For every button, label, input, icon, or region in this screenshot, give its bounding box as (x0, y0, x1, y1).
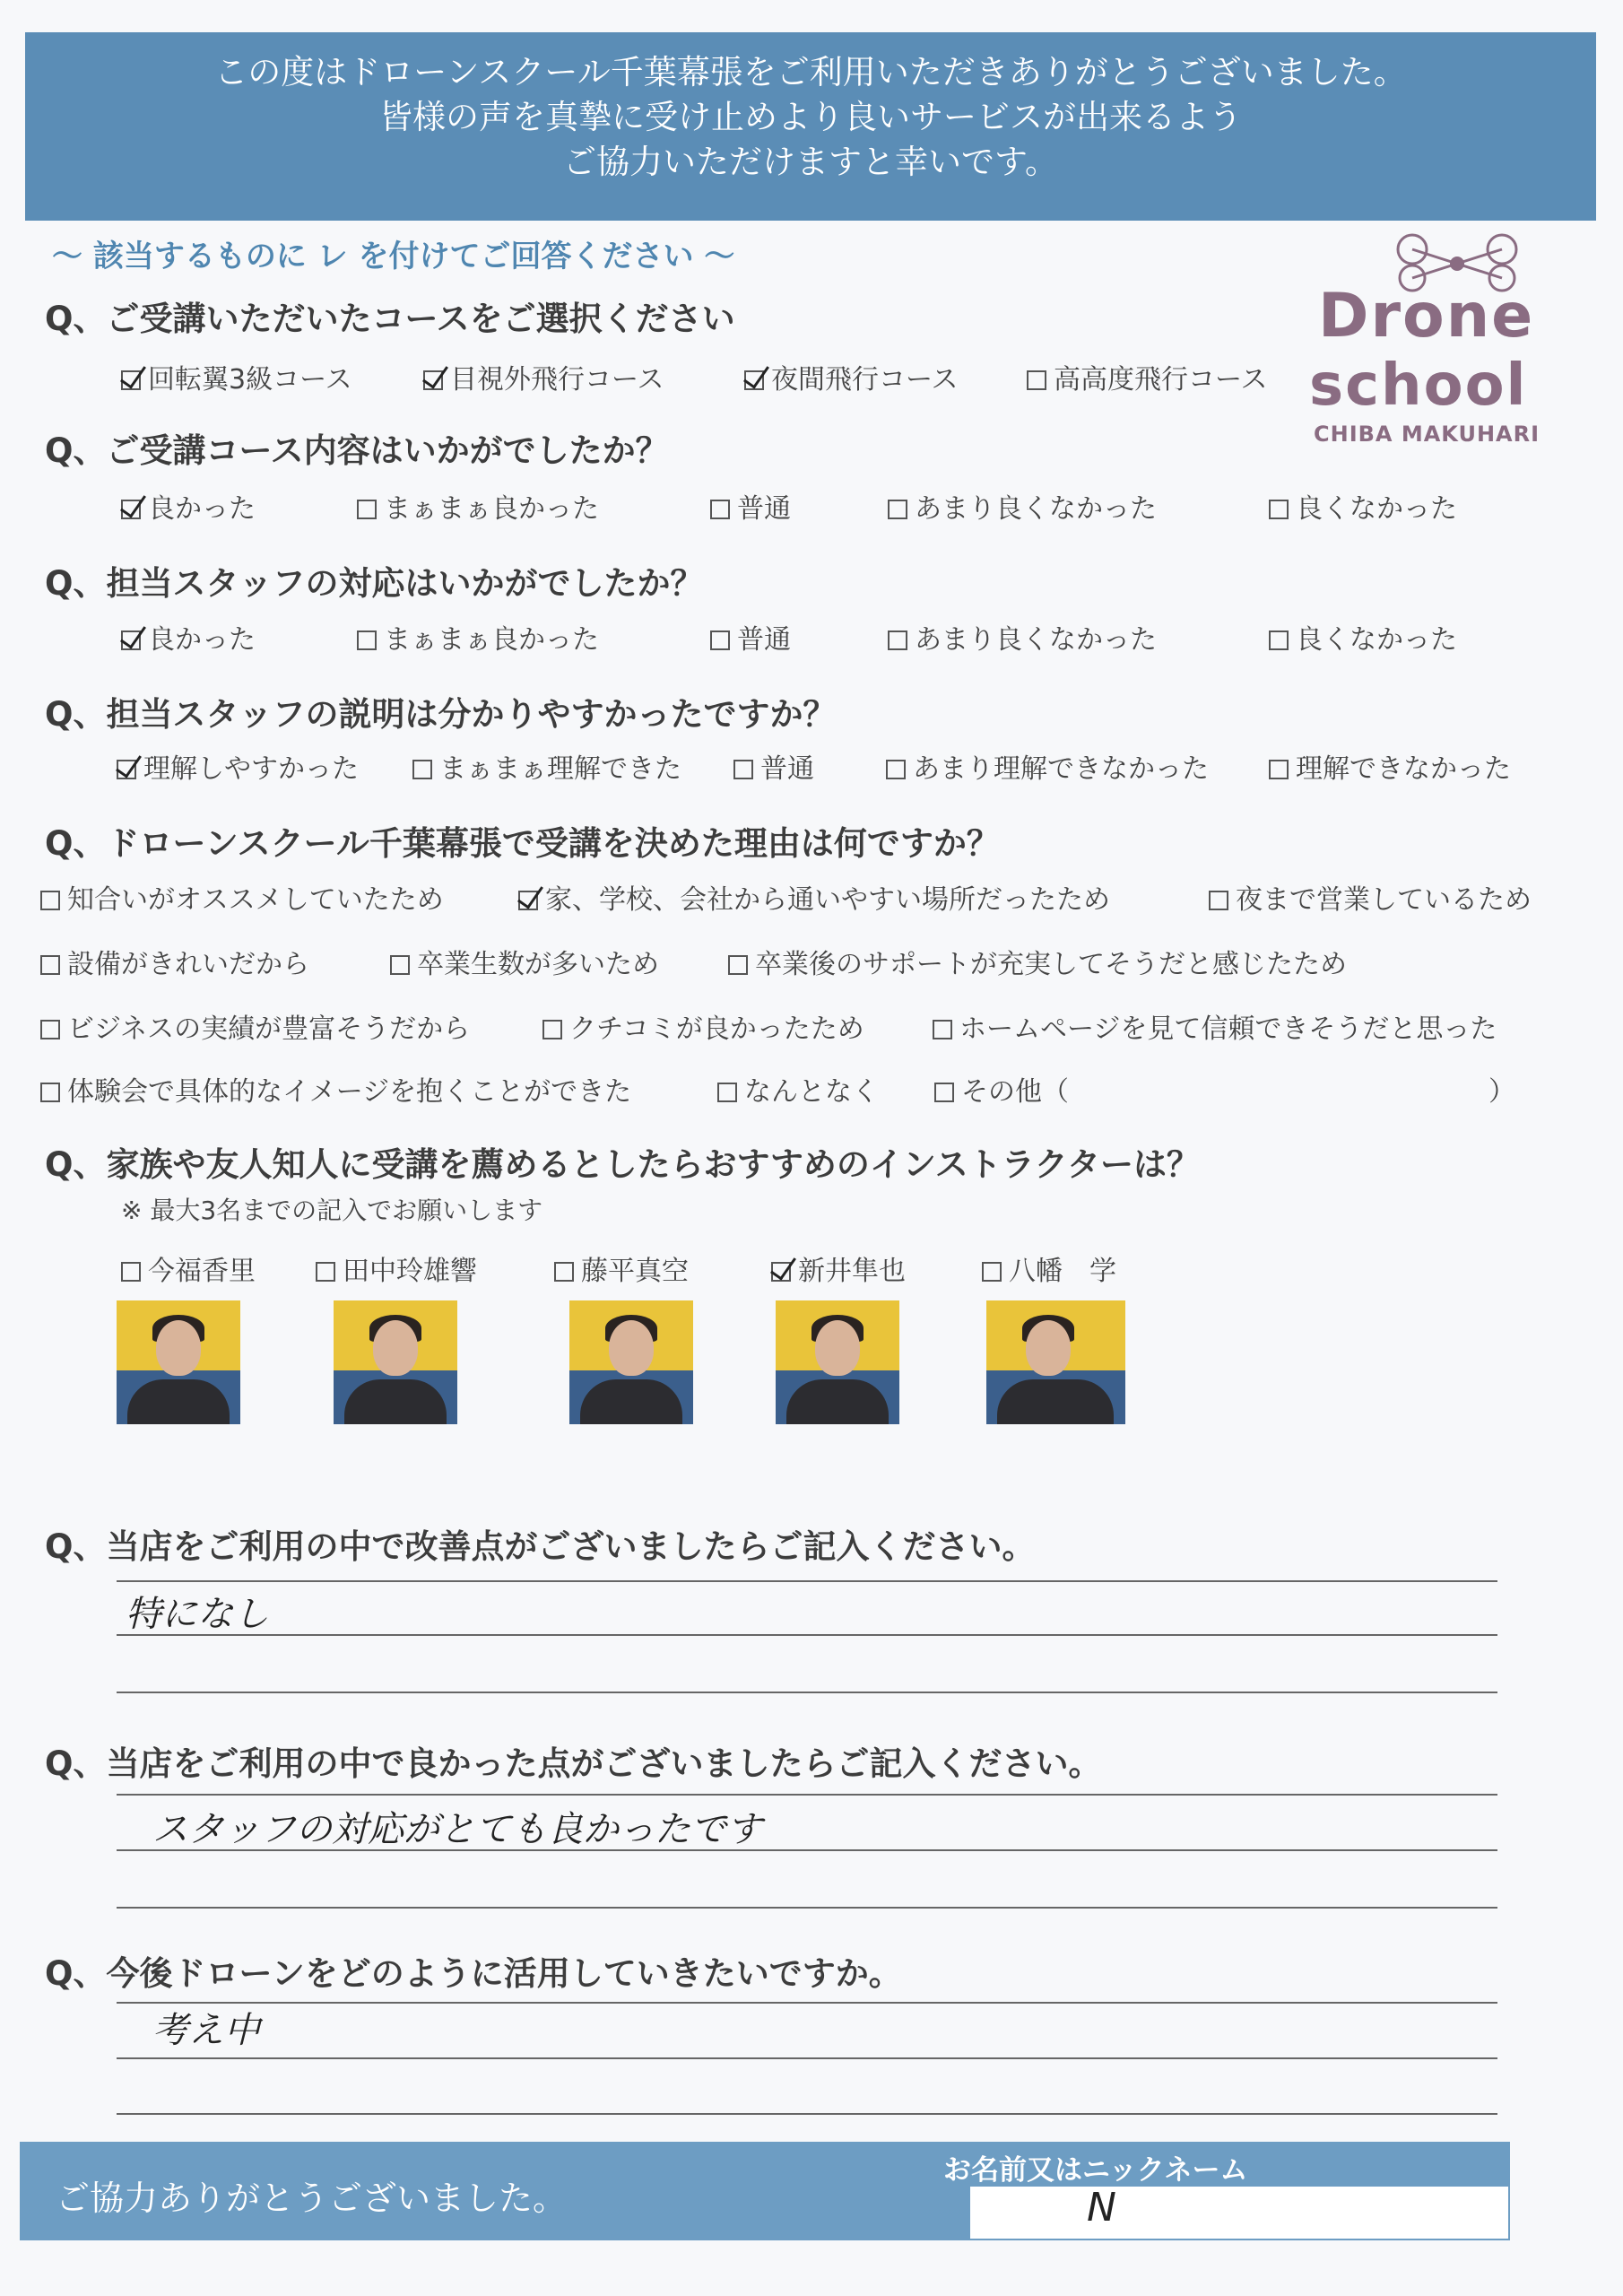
checkbox[interactable] (121, 1262, 141, 1282)
checkbox[interactable] (733, 760, 753, 779)
checkbox[interactable] (888, 500, 907, 519)
q5-option-12[interactable]: その他（ (934, 1069, 1069, 1109)
checkbox[interactable] (886, 760, 906, 779)
checkbox[interactable] (40, 1020, 60, 1039)
q1-option-2[interactable]: 目視外飛行コース (423, 357, 664, 396)
q5-option-10[interactable]: 体験会で具体的なイメージを抱くことができた (40, 1069, 631, 1109)
question-2: Q、ご受講コース内容はいかがでしたか？ (45, 431, 669, 470)
answer-line (117, 1692, 1497, 1693)
checkbox[interactable] (518, 891, 538, 910)
answer-line (117, 1580, 1497, 1582)
checkbox[interactable] (771, 1262, 791, 1282)
checkbox[interactable] (357, 500, 377, 519)
question-7: Q、当店をご利用の中で改善点がございましたらご記入ください。 (45, 1527, 1036, 1566)
header-banner (25, 32, 1596, 221)
q9-answer[interactable]: 考え中 (152, 2010, 260, 2051)
q4-option-4[interactable]: あまり理解できなかった (886, 746, 1209, 786)
q6-option-1[interactable]: 今福香里 (121, 1248, 256, 1288)
checkbox[interactable] (423, 370, 443, 390)
answer-line (117, 1634, 1497, 1636)
checkbox[interactable] (412, 760, 432, 779)
q5-option-4[interactable]: 設備がきれいだから (40, 942, 309, 981)
answer-line (117, 2057, 1497, 2059)
answer-line (117, 2113, 1497, 2115)
checkbox[interactable] (717, 1083, 737, 1102)
q4-option-3[interactable]: 普通 (733, 746, 814, 786)
logo-subtitle: CHIBA MAKUHARI (1314, 422, 1541, 447)
header-line-2: 皆様の声を真摯に受け止めより良いサービスが出来るよう (379, 98, 1242, 136)
instructor-photo-3 (569, 1300, 693, 1424)
checkbox[interactable] (1269, 631, 1289, 650)
q5-option-9[interactable]: ホームページを見て信頼できそうだと思った (933, 1006, 1497, 1046)
q5-option-8[interactable]: クチコミが良かったため (542, 1006, 864, 1046)
instructor-photo-5 (986, 1300, 1125, 1424)
checkbox[interactable] (934, 1083, 954, 1102)
question-5: Q、ドローンスクール千葉幕張で受講を決めた理由は何ですか？ (45, 824, 1000, 863)
question-6: Q、家族や友人知人に受講を薦めるとしたらおすすめのインストラクターは？ (45, 1145, 1200, 1184)
instructor-photo-2 (334, 1300, 457, 1424)
q6-option-5[interactable]: 八幡 学 (982, 1248, 1116, 1288)
q6-option-4[interactable]: 新井隼也 (771, 1248, 906, 1288)
q1-option-3[interactable]: 夜間飛行コース (744, 357, 959, 396)
checkbox[interactable] (40, 955, 60, 975)
checkbox[interactable] (542, 1020, 562, 1039)
checkbox[interactable] (121, 500, 141, 519)
q4-option-2[interactable]: まぁまぁ理解できた (412, 746, 681, 786)
checkbox[interactable] (1027, 370, 1046, 390)
instructor-photo-1 (117, 1300, 240, 1424)
q5-option-3[interactable]: 夜まで営業しているため (1209, 877, 1532, 917)
q2-option-1[interactable]: 良かった (121, 486, 256, 526)
checkbox[interactable] (390, 955, 410, 975)
name-label: お名前又はニックネーム (943, 2154, 1248, 2187)
q5-option-1[interactable]: 知合いがオススメしていたため (40, 877, 444, 917)
question-1: Q、ご受講いただいたコースをご選択ください (45, 300, 735, 338)
q6-option-2[interactable]: 田中玲雄響 (316, 1248, 477, 1288)
q5-option-7[interactable]: ビジネスの実績が豊富そうだから (40, 1006, 470, 1046)
checkbox[interactable] (357, 631, 377, 650)
checkbox[interactable] (121, 370, 141, 390)
q3-option-5[interactable]: 良くなかった (1269, 617, 1457, 657)
checkbox[interactable] (121, 631, 141, 650)
q1-option-1[interactable]: 回転翼3級コース (121, 357, 352, 396)
name-value: N (1087, 2185, 1116, 2231)
checkbox[interactable] (554, 1262, 574, 1282)
checkbox[interactable] (1209, 891, 1228, 910)
drone-school-logo (1309, 231, 1551, 456)
answer-line (117, 2002, 1497, 2004)
name-field[interactable] (970, 2187, 1508, 2239)
q2-option-4[interactable]: あまり良くなかった (888, 486, 1157, 526)
q5-option-2[interactable]: 家、学校、会社から通いやすい場所だったため (518, 877, 1110, 917)
q5-option-11[interactable]: なんとなく (717, 1069, 879, 1109)
q3-option-3[interactable]: 普通 (710, 617, 791, 657)
instructor-photo-4 (776, 1300, 899, 1424)
q8-answer[interactable]: スタッフの対応がとても良かったです (152, 1809, 762, 1850)
header-line-3: ご協力いただけますと幸いです。 (562, 143, 1059, 181)
q5-other-close: ） (1488, 1076, 1515, 1108)
instruction-text: 〜 該当するものに レ を付けてご回答ください 〜 (52, 239, 735, 274)
checkbox[interactable] (744, 370, 764, 390)
q4-option-1[interactable]: 理解しやすかった (117, 746, 359, 786)
checkbox[interactable] (1269, 500, 1289, 519)
q2-option-3[interactable]: 普通 (710, 486, 791, 526)
question-9: Q、今後ドローンをどのように活用していきたいですか。 (45, 1954, 902, 1993)
answer-line (117, 1794, 1497, 1796)
q4-option-5[interactable]: 理解できなかった (1269, 746, 1511, 786)
q1-option-4[interactable]: 高高度飛行コース (1027, 357, 1268, 396)
checkbox[interactable] (40, 891, 60, 910)
answer-line (117, 1849, 1497, 1851)
header-line-1: この度はドローンスクール千葉幕張をご利用いただきありがとうございました。 (214, 53, 1407, 91)
q6-option-3[interactable]: 藤平真空 (554, 1248, 689, 1288)
answer-line (117, 1907, 1497, 1909)
q2-option-5[interactable]: 良くなかった (1269, 486, 1457, 526)
checkbox[interactable] (982, 1262, 1002, 1282)
checkbox[interactable] (40, 1083, 60, 1102)
checkbox[interactable] (117, 760, 136, 779)
checkbox[interactable] (710, 500, 730, 519)
q3-option-1[interactable]: 良かった (121, 617, 256, 657)
checkbox[interactable] (728, 955, 748, 975)
q6-note: ※ 最大3名までの記入でお願いします (121, 1196, 543, 1225)
checkbox[interactable] (888, 631, 907, 650)
checkbox[interactable] (316, 1262, 335, 1282)
q3-option-4[interactable]: あまり良くなかった (888, 617, 1157, 657)
checkbox[interactable] (710, 631, 730, 650)
question-8: Q、当店をご利用の中で良かった点がございましたらご記入ください。 (45, 1744, 1102, 1783)
q2-option-2[interactable]: まぁまぁ良かった (357, 486, 599, 526)
checkbox[interactable] (1269, 760, 1289, 779)
checkbox[interactable] (933, 1020, 952, 1039)
question-3: Q、担当スタッフの対応はいかがでしたか？ (45, 564, 704, 603)
footer-thanks: ご協力ありがとうございました。 (56, 2179, 568, 2218)
q5-option-5[interactable]: 卒業生数が多いため (390, 942, 659, 981)
logo-word-drone: Drone (1318, 281, 1535, 352)
logo-word-school: school (1309, 352, 1528, 419)
q3-option-2[interactable]: まぁまぁ良かった (357, 617, 599, 657)
q5-option-6[interactable]: 卒業後のサポートが充実してそうだと感じたため (728, 942, 1347, 981)
q7-answer[interactable]: 特になし (126, 1594, 269, 1635)
question-4: Q、担当スタッフの説明は分かりやすかったですか？ (45, 695, 837, 734)
footer-band (20, 2142, 1510, 2240)
